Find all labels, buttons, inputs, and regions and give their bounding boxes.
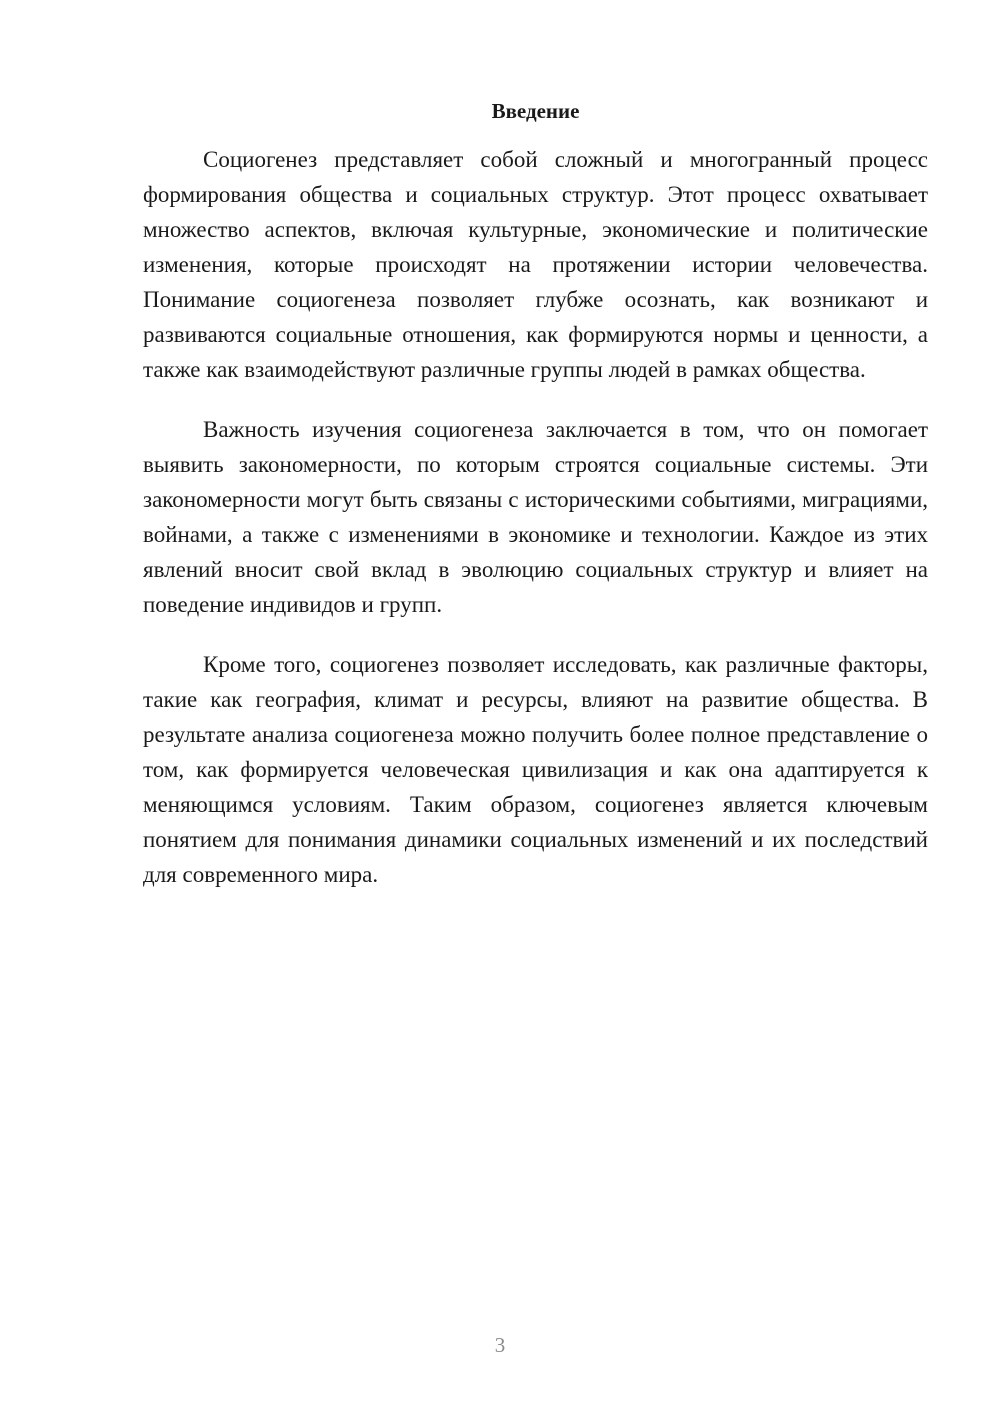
body-text <box>143 142 928 917</box>
paragraph-3: Кроме того, социогенез позволяет исследовать, как различные факторы, такие как география, климат и ресурсы, влияют на развитие общества. В результате анализа социогенеза можно получить более полное представление о том, как формируется человеческая цивилизация и как она адаптируется к меняющимся условиям. Таким образом, социогенез является ключевым понятием для понимания динамики социальных изменений и их последствий для современного мира. <box>143 652 928 887</box>
paragraph-1: Социогенез представляет собой сложный и многогранный процесс формирования общества и социальных структур. Этот процесс охватывает множество аспектов, включая культурные, экономические и политические изменения, которые происходят на протяжении истории человечества. Понимание социогенеза позволяет глубже осознать, как возникают и развиваются социальные отношения, как формируются нормы и ценности, а также как взаимодействуют различные группы людей в рамках общества. <box>143 147 928 382</box>
paragraph-2: Важность изучения социогенеза заключается в том, что он помогает выявить закономерности, по которым строятся социальные системы. Эти закономерности могут быть связаны с историческими событиями, миграциями, войнами, а также с изменениями в экономике и технологии. Каждое из этих явлений вносит свой вклад в эволюцию социальных структур и влияет на поведение индивидов и групп. <box>143 417 928 617</box>
page-number: 3 <box>494 1333 506 1357</box>
page-heading: Введение <box>491 99 580 123</box>
